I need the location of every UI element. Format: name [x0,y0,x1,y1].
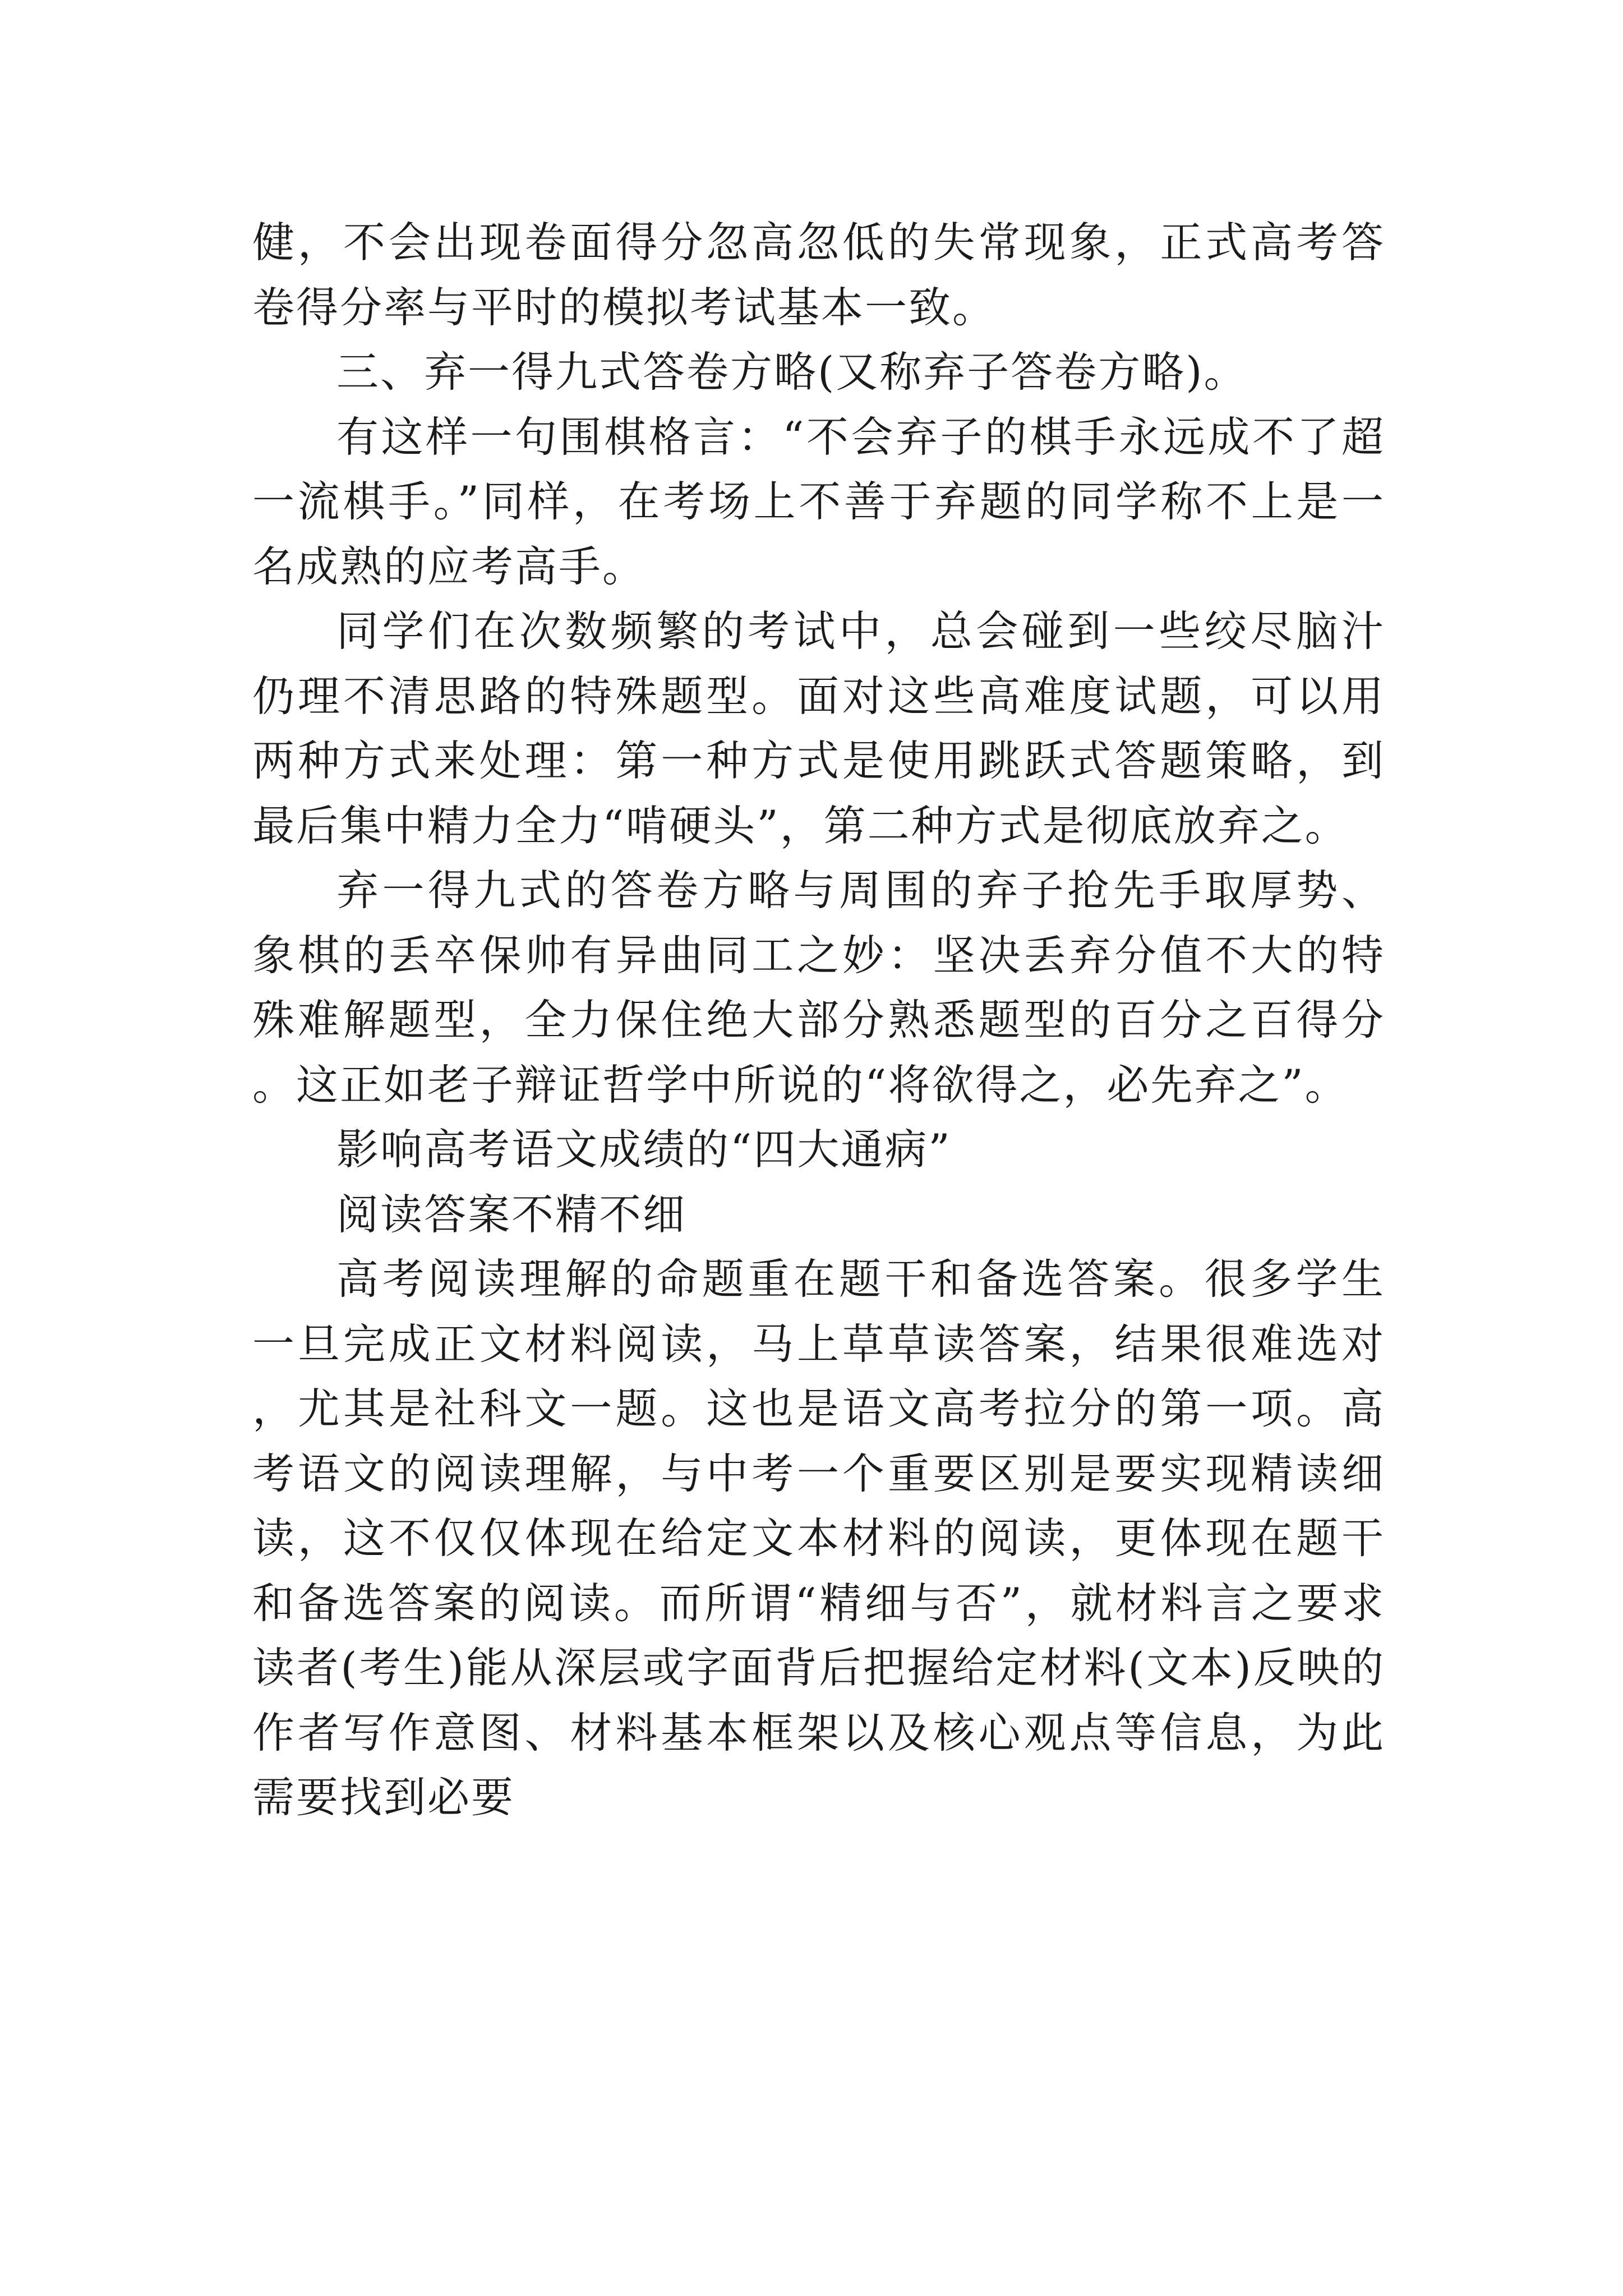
paragraph-continued: 健，不会出现卷面得分忽高忽低的失常现象，正式高考答卷得分率与平时的模拟考试基本一致。 [252,218,1385,332]
paragraph-difficult-questions: 同学们在次数频繁的考试中，总会碰到一些绞尽脑汁仍理不清思路的特殊题型。面对这些高难度试题，可以用两种方式来处理：第一种方式是使用跳跃式答题策略，到最后集中精力全力“啃硬头”，第二种方式是彻底放弃之。 [252,606,1385,850]
subheading-reading-answers: 阅读答案不精不细 [336,1189,687,1239]
paragraph-reading-comprehension: 高考阅读理解的命题重在题干和备选答案。很多学生一旦完成正文材料阅读，马上草草读答案，结果很难选对，尤其是社科文一题。这也是语文高考拉分的第一项。高考语文的阅读理解，与中考一个重要区别是要实现精读细读，这不仅仅体现在给定文本材料的阅读，更体现在题干和备选答案的阅读。而所谓“精细与否”，就材料言之要求读者(考生)能从深层或字面背后把握给定材料(文本)反映的作者写作意图、材料基本框架以及核心观点等信息，为此需要找到必要 [252,1254,1385,1822]
paragraph-go-proverb: 有这样一句围棋格言：“不会弃子的棋手永远成不了超一流棋手。”同样，在考场上不善于弃题的同学称不上是一名成熟的应考高手。 [252,412,1385,591]
section-heading-four-problems: 影响高考语文成绩的“四大通病” [336,1125,952,1174]
paragraph-abandon-strategy: 弃一得九式的答卷方略与周围的弃子抢先手取厚势、象棋的丢卒保帅有异曲同工之妙：坚决丢弃分值不大的特殊难解题型，全力保住绝大部分熟悉题型的百分之百得分。这正如老子辩证哲学中所说的“将欲得之，必先弃之”。 [252,866,1385,1110]
section-heading-strategy: 三、弃一得九式答卷方略(又称弃子答卷方略)。 [336,347,1248,397]
document-body [252,210,1385,1830]
